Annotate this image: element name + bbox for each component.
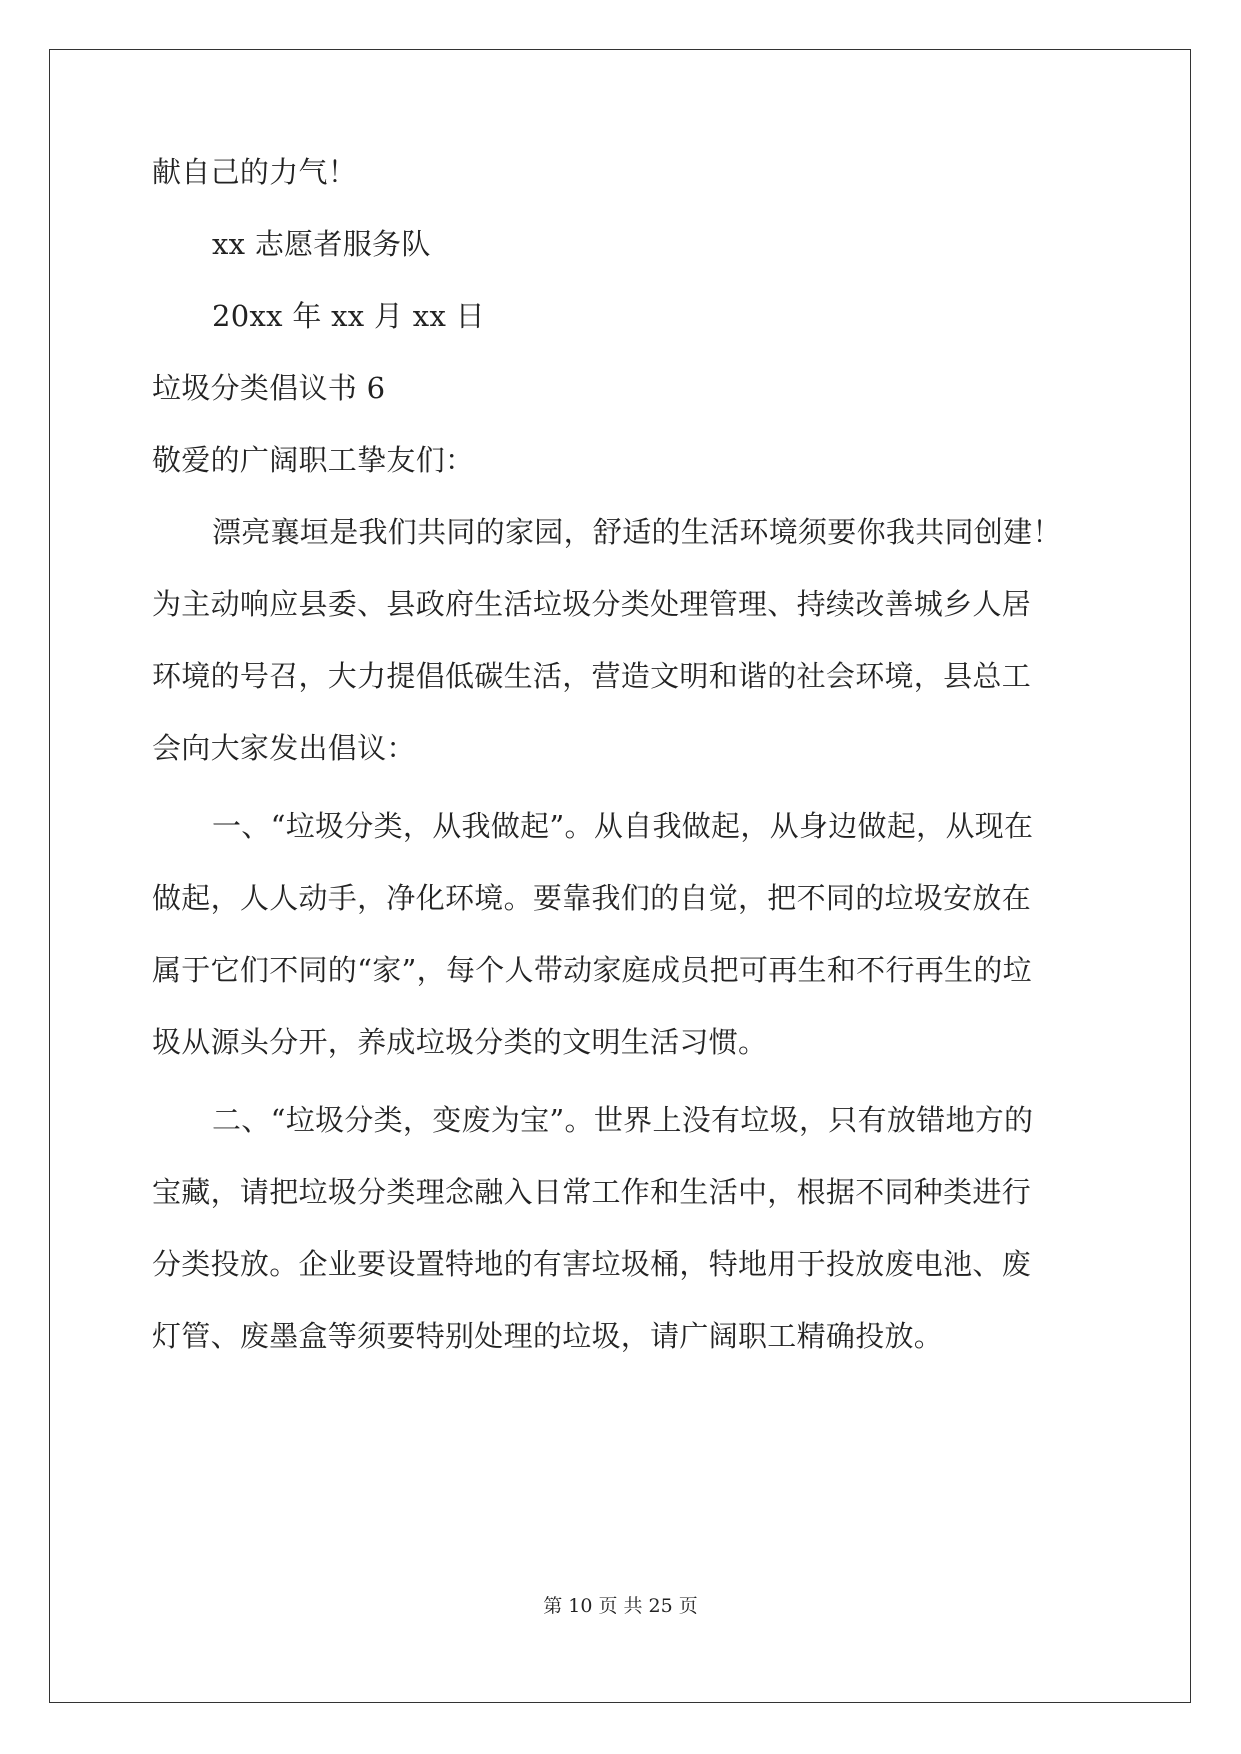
paragraph-line: 分类投放。企业要设置特地的有害垃圾桶，特地用于投放废电池、废 <box>152 1247 1032 1281</box>
signature-organization: xx 志愿者服务队 <box>212 227 431 261</box>
paragraph-line: 二、“垃圾分类，变废为宝”。世界上没有垃圾，只有放错地方的 <box>212 1103 1034 1137</box>
salutation: 敬爱的广阔职工挚友们： <box>152 443 475 477</box>
paragraph-line: 宝藏，请把垃圾分类理念融入日常工作和生活中，根据不同种类进行 <box>152 1175 1032 1209</box>
paragraph-line: 灯管、废墨盒等须要特别处理的垃圾，请广阔职工精确投放。 <box>152 1319 944 1353</box>
paragraph-line: 为主动响应县委、县政府生活垃圾分类处理管理、持续改善城乡人居 <box>152 587 1032 621</box>
paragraph-line: 环境的号召，大力提倡低碳生活，营造文明和谐的社会环境，县总工 <box>152 659 1032 693</box>
page-number-footer: 第 10 页 共 25 页 <box>543 1595 698 1617</box>
signature-date: 20xx 年 xx 月 xx 日 <box>212 299 485 333</box>
paragraph-line: 做起，人人动手，净化环境。要靠我们的自觉，把不同的垃圾安放在 <box>152 881 1032 915</box>
closing-line: 献自己的力气！ <box>152 155 358 189</box>
paragraph-line: 一、“垃圾分类，从我做起”。从自我做起，从身边做起，从现在 <box>212 809 1034 843</box>
section-title: 垃圾分类倡议书 6 <box>152 371 386 405</box>
paragraph-line: 圾从源头分开，养成垃圾分类的文明生活习惯。 <box>152 1025 768 1059</box>
paragraph-line: 属于它们不同的“家”，每个人带动家庭成员把可再生和不行再生的垃 <box>152 953 1032 987</box>
paragraph-line: 会向大家发出倡议： <box>152 731 416 765</box>
paragraph-line: 漂亮襄垣是我们共同的家园，舒适的生活环境须要你我共同创建！ <box>212 515 1062 549</box>
